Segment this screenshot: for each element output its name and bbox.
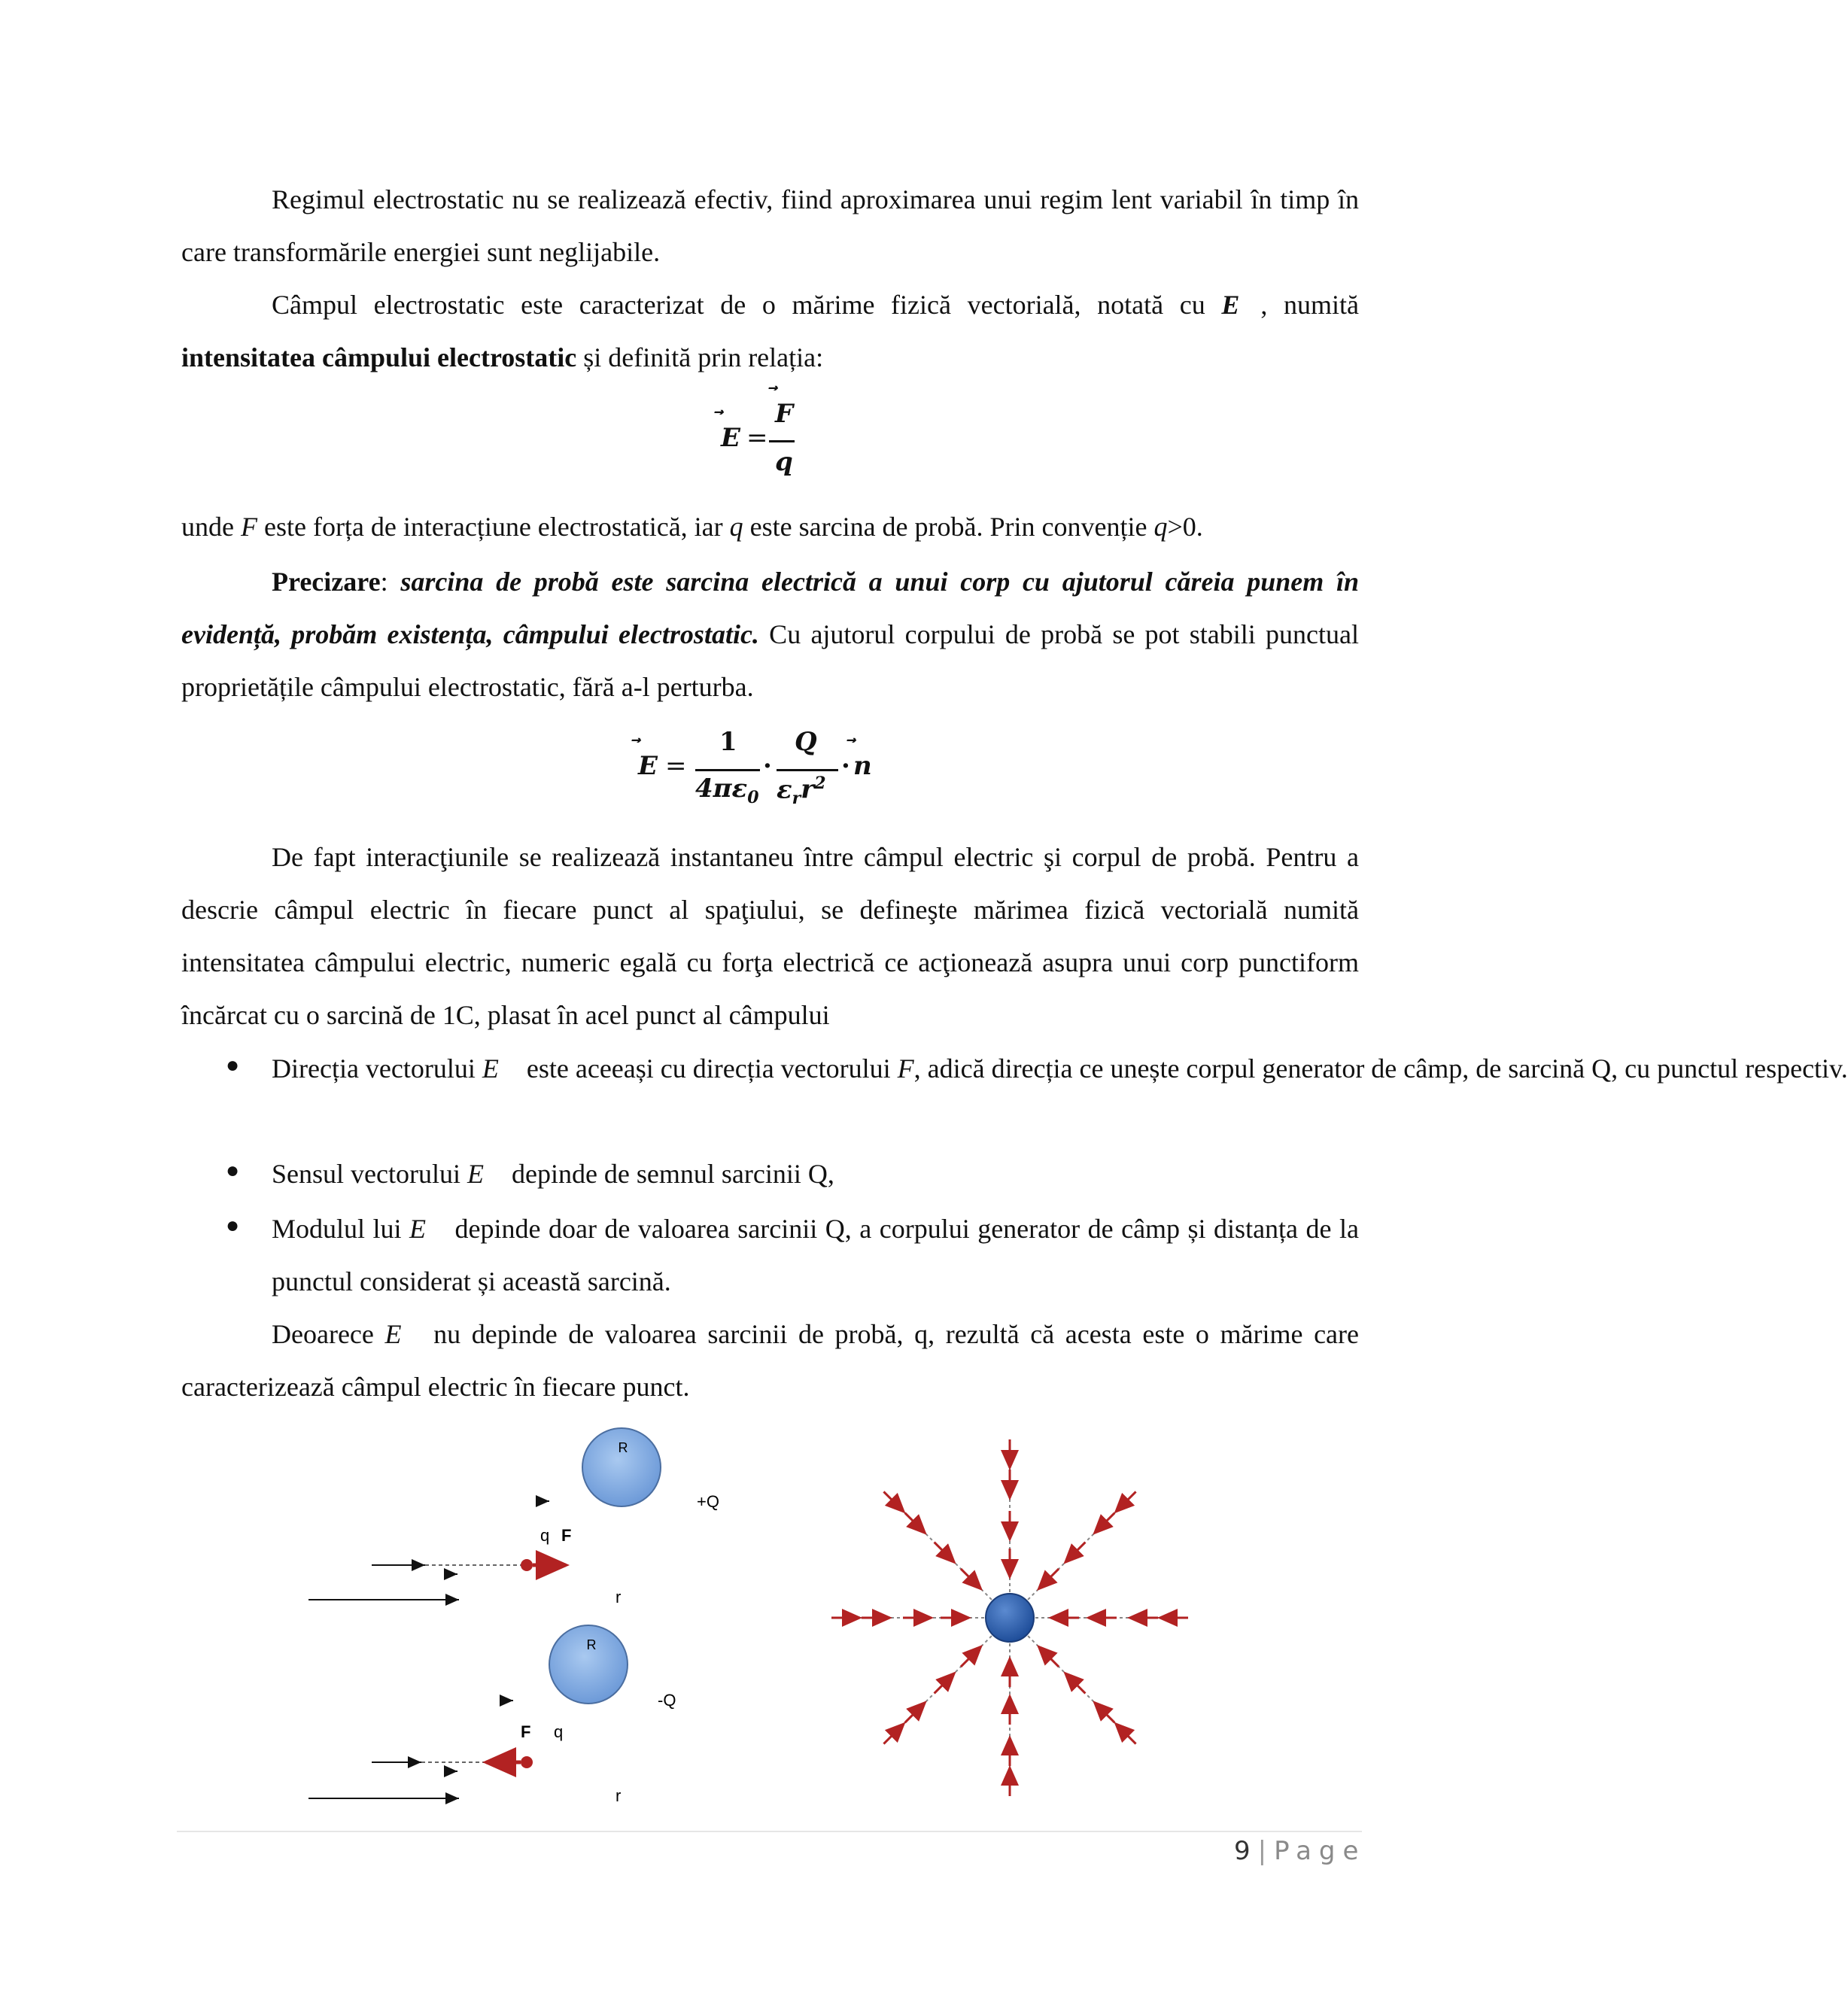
- charge-top-label: +Q: [697, 1492, 719, 1511]
- field-arrow: [1065, 1543, 1086, 1563]
- svg-text:r: r: [615, 1786, 622, 1805]
- paragraph-regime: Regimul electrostatic nu se realizează efectiv, fiind aproximarea unui regim lent variabil în timp în care transformările energiei sunt neglijabile.: [181, 184, 1359, 267]
- paragraph-field-definition: Câmpul electrostatic este caracterizat de o mărime fizică vectorială, notată cu E ⃗, numită intensitatea câmpului electrostatic și definită prin relația:: [181, 278, 1359, 384]
- eq1-equals: =: [746, 423, 768, 453]
- paragraph-interactions: De fapt interacţiunile se realizează instantaneu între câmpul electric şi corpul de probă. Pentru a descrie câmpul electric în fiecare punct al spaţiului, se defineşte mărimea fizică vectorială numită intensitatea câmpului electric, numeric egală cu forţa electrică ce acţionează asupra unui corp punctiform încărcat cu o sarcină de 1C, plasat în acel punct al câmpului: [181, 842, 1359, 1030]
- symbol-E: E ⃗: [385, 1319, 423, 1349]
- negative-charge: [986, 1594, 1034, 1642]
- paragraph-conclusion: Deoarece E ⃗ nu depinde de valoarea sarcinii de probă, q, rezultă că acesta este o mărime care caracterizează câmpul electric în fiecare punct.: [181, 1308, 1359, 1413]
- field-arrow: [883, 1724, 904, 1744]
- field-arrow: [935, 1543, 955, 1563]
- field-arrow: [1094, 1702, 1114, 1722]
- field-arrow: [1094, 1513, 1114, 1533]
- field-arrow: [1065, 1673, 1086, 1694]
- test-charge-top: [521, 1559, 533, 1571]
- eq1-fraction-bar: [769, 440, 795, 442]
- field-arrow: [961, 1646, 981, 1667]
- eq2-num1: 1: [719, 727, 737, 757]
- bold-term: intensitatea câmpului electrostatic: [181, 342, 577, 372]
- field-arrow: [935, 1673, 955, 1694]
- bullet-1: Direcția vectorului E ⃗ este aceeași cu direcția vectorului F, adică direcția ce unește corpul generator de câmp, de sarcină Q, cu punctul respectiv.: [272, 1042, 1359, 1095]
- field-arrow: [883, 1491, 904, 1512]
- svg-text:F: F: [521, 1722, 531, 1741]
- eq2-n: n: [853, 751, 872, 781]
- symbol-E: E ⃗: [1221, 290, 1260, 320]
- sphere-top-label: R: [618, 1440, 628, 1455]
- field-arrow: [1116, 1491, 1136, 1512]
- paragraph-precizare: Precizare: sarcina de probă este sarcina electrică a unui corp cu ajutorul căreia punem în evidență, probăm existența, câmpului electrostatic. Cu ajutorul corpului de probă se pot stabili punctual proprietățile câmpului electrostatic, fără a-l perturba.: [181, 567, 1360, 702]
- test-charge-bottom: [521, 1756, 533, 1768]
- eq2-lhs: E: [638, 751, 658, 781]
- bullet-2: Sensul vectorului E ⃗ depinde de semnul sarcinii Q,: [272, 1147, 834, 1200]
- eq2-den1: $4\pi\varepsilon_0$: [695, 774, 759, 807]
- bullet-3: Modulul lui E ⃗ depinde doar de valoarea sarcinii Q, a corpului generator de câmp și distanța de la punctul considerat și această sarcină.: [272, 1202, 1359, 1308]
- svg-text:r: r: [615, 1588, 622, 1606]
- field-arrow: [905, 1513, 926, 1533]
- page-footer: 9 | Page: [1234, 1836, 1366, 1866]
- field-arrow: [905, 1702, 926, 1722]
- svg-text:F: F: [561, 1526, 572, 1545]
- svg-text:R: R: [586, 1637, 597, 1652]
- eq1-lhs: E: [721, 423, 740, 453]
- precizare-definition: sarcina de probă este sarcina electrică a unui corp cu ajutorul căreia punem în evidență, probăm existența, câmpului electrostatic.: [181, 567, 1359, 649]
- footer-rule: [177, 1831, 1362, 1832]
- eq2-den2: $\varepsilon_rr^2$: [777, 774, 826, 809]
- paragraph-force-description: unde F este forța de interacțiune electrostatică, iar q este sarcina de probă. Prin convenție q>0.: [181, 512, 1203, 542]
- eq2-num2: Q: [795, 727, 817, 757]
- eq1-numerator: F: [775, 399, 794, 429]
- charge-bottom-label: -Q: [658, 1691, 676, 1710]
- figure-test-charge: [301, 1422, 767, 1813]
- svg-text:q: q: [540, 1526, 550, 1545]
- field-arrow: [1116, 1724, 1136, 1744]
- field-arrow: [961, 1569, 981, 1589]
- precizare-label: Precizare: [272, 567, 381, 597]
- page-number: 9: [1234, 1836, 1251, 1866]
- svg-text:q: q: [554, 1722, 564, 1741]
- field-arrow: [1038, 1569, 1059, 1589]
- field-arrow: [1038, 1646, 1059, 1667]
- page-word: Page: [1274, 1836, 1366, 1866]
- figure-radial-field: [775, 1433, 1272, 1825]
- eq1-denominator: q: [775, 447, 793, 477]
